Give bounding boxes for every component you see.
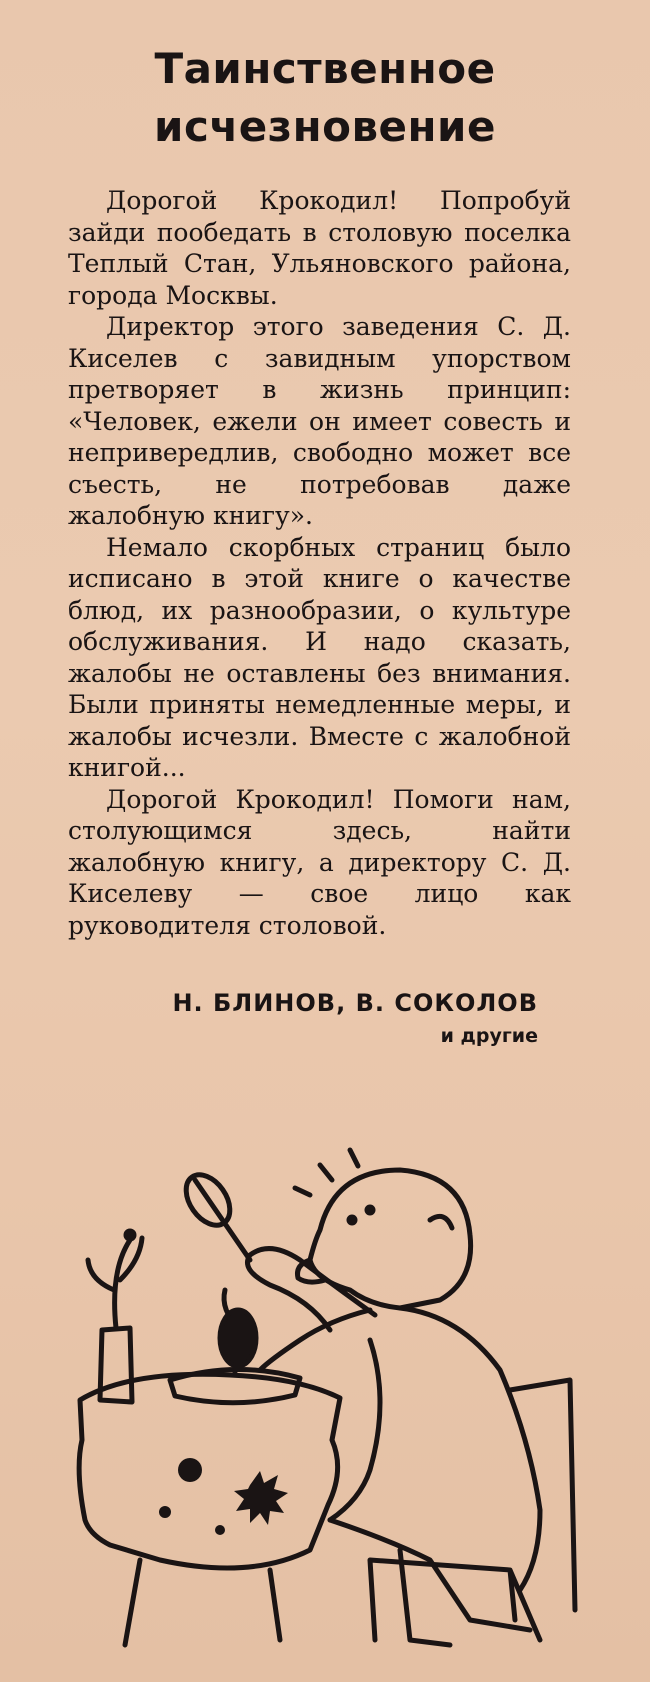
table-leg-left xyxy=(125,1560,140,1645)
title-line-1: Таинственное xyxy=(154,44,496,93)
article-title xyxy=(0,40,650,156)
flower-bud xyxy=(126,1231,134,1239)
flower-stem xyxy=(88,1238,142,1328)
stain-shapes xyxy=(159,1458,288,1535)
table-leg-right xyxy=(270,1570,280,1640)
title-line-2: исчезновение xyxy=(154,102,496,151)
paragraph-2: Директор этого заведения С. Д. Киселев с завидным упорством претворяет в жизнь принцип: «Человек, ежели он имеет совесть и непривередлив, свободно может все съесть, не потребовав даже жалобную книгу». xyxy=(68,312,571,530)
chair xyxy=(370,1380,575,1640)
ladle-scoop xyxy=(220,1310,256,1366)
article-body xyxy=(68,185,571,941)
paragraph-3: Немало скорбных страниц было исписано в этой книге о качестве блюд, их разнообразии, о культуре обслуживания. И надо сказать, жалобы не оставлены без внимания. Были приняты немедленные меры, и жалобы исчезли. Вместе с жалобной книгой... xyxy=(68,532,571,782)
signature-names: Н. БЛИНОВ, В. СОКОЛОВ xyxy=(172,989,538,1017)
man-legs xyxy=(330,1520,530,1645)
paragraph-4: Дорогой Крокодил! Помоги нам, столующимся здесь, найти жалобную книгу, а директору С. Д. Киселеву — свое лицо как руководителя столовой. xyxy=(68,784,571,940)
article-signature xyxy=(172,985,538,1051)
paragraph-1: Дорогой Крокодил! Попробуй зайди пообедать в столовую поселка Теплый Стан, Ульяновского района, города Москвы. xyxy=(68,186,571,310)
signature-others: и другие xyxy=(440,1025,538,1047)
cartoon-illustration xyxy=(70,1140,590,1650)
